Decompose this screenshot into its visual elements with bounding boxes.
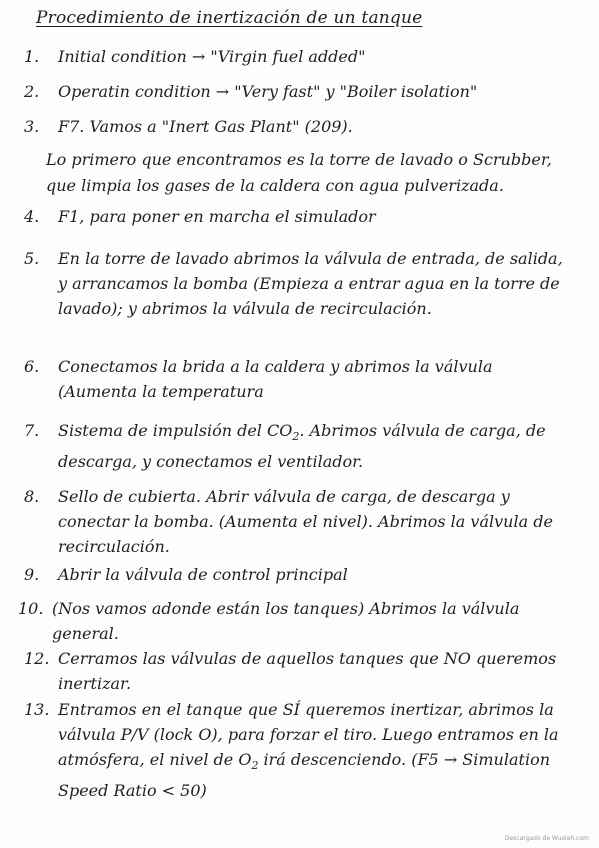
item-text: Cerramos las válvulas de aquellos tanques que NO queremos inertizar. bbox=[58, 649, 557, 693]
item-text-part: Sistema de impulsión del CO bbox=[58, 421, 293, 440]
item-text-part: . Abrimos válvula de carga, de descarga, y conectamos el ventilador. bbox=[58, 421, 546, 472]
item-number: 9. bbox=[24, 565, 40, 584]
item-text bbox=[58, 697, 570, 803]
list-item-10 bbox=[18, 596, 564, 646]
item-text: Initial condition → "Virgin fuel added" bbox=[58, 47, 366, 66]
list-item-3 bbox=[24, 114, 570, 139]
list-item-8 bbox=[24, 484, 570, 559]
item-text: Conectamos la brida a la caldera y abrimos la válvula (Aumenta la temperatura bbox=[58, 357, 493, 401]
list-item-5 bbox=[24, 246, 570, 321]
list-item-2 bbox=[24, 79, 570, 104]
item-text-part: Entramos en el tanque que SÍ queremos inertizar, abrimos la válvula P/V (lock O), para forzar el tiro. Luego entramos en la atmósfera, el nivel de O bbox=[58, 700, 559, 769]
list-item-13 bbox=[24, 697, 570, 803]
list-item-6 bbox=[24, 354, 570, 404]
item-text-part: irá descenciendo. (F5 → Simulation Speed Ratio < 50) bbox=[58, 750, 550, 801]
item-text: F7. Vamos a "Inert Gas Plant" (209). bbox=[58, 117, 353, 136]
item-text: F1, para poner en marcha el simulador bbox=[58, 207, 376, 226]
item-text: Operatin condition → "Very fast" y "Boiler isolation" bbox=[58, 82, 478, 101]
item-number: 3. bbox=[24, 117, 40, 136]
item-number: 10. bbox=[18, 599, 44, 618]
list-item-1 bbox=[24, 44, 570, 69]
subscript: 2 bbox=[251, 759, 259, 773]
item-number: 8. bbox=[24, 487, 40, 506]
item-number: 2. bbox=[24, 82, 40, 101]
list-item-12 bbox=[24, 646, 570, 696]
item-text: En la torre de lavado abrimos la válvula de entrada, de salida, y arrancamos la bomba (Empieza a entrar agua en la torre de lavado); y abrimos la válvula de recirculación. bbox=[58, 249, 563, 318]
watermark: Descargado de Wuolah.com bbox=[504, 835, 589, 842]
item-number: 4. bbox=[24, 207, 40, 226]
subscript: 2 bbox=[292, 430, 300, 444]
item-number: 6. bbox=[24, 357, 40, 376]
item-number: 5. bbox=[24, 249, 40, 268]
item-number: 12. bbox=[24, 649, 50, 668]
page-title: Procedimiento de inertización de un tanque bbox=[36, 8, 423, 28]
item-number: 1. bbox=[24, 47, 40, 66]
item-text bbox=[58, 418, 570, 474]
list-item-4 bbox=[24, 204, 570, 229]
list-item-9 bbox=[24, 562, 570, 587]
item-text: Abrir la válvula de control principal bbox=[58, 565, 348, 584]
item-number: 13. bbox=[24, 700, 50, 719]
scrubber-paragraph: Lo primero que encontramos es la torre de lavado o Scrubber, que limpia los gases de la caldera con agua pulverizada. bbox=[46, 150, 552, 195]
item-text: Sello de cubierta. Abrir válvula de carga, de descarga y conectar la bomba. (Aumenta el nivel). Abrimos la válvula de recirculación. bbox=[58, 487, 553, 556]
list-item-7 bbox=[24, 418, 570, 474]
item-text: (Nos vamos adonde están los tanques) Abrimos la válvula general. bbox=[52, 599, 520, 643]
item-number: 7. bbox=[24, 421, 40, 440]
